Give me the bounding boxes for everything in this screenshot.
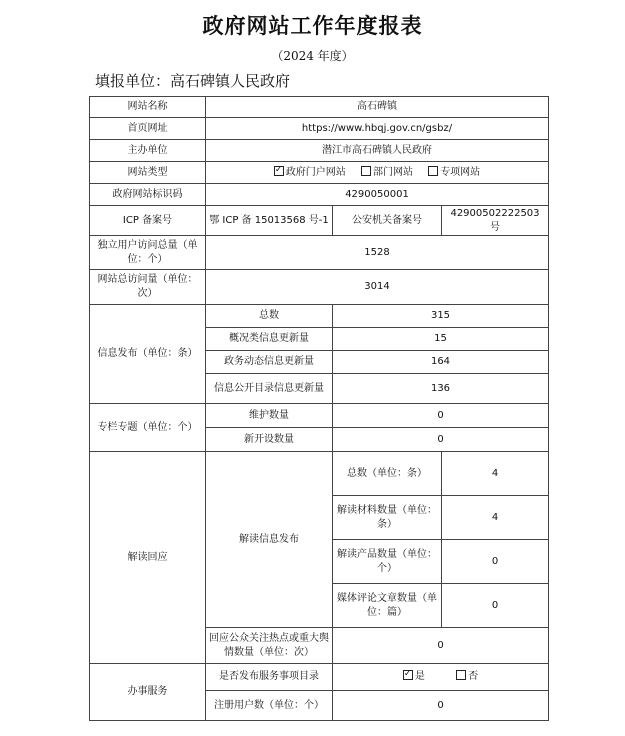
checked-box-icon	[274, 166, 284, 176]
interp-item-value: 4	[442, 496, 549, 540]
reporting-unit: 填报单位：高石碑镇人民政府	[95, 72, 291, 90]
registered-users-value: 0	[333, 691, 549, 721]
info-item-value: 15	[333, 328, 549, 351]
total-visits-label: 网站总访问量（单位：次）	[90, 270, 206, 305]
site-type-label: 网站类型	[90, 162, 206, 184]
icp-label: ICP 备案号	[90, 206, 206, 236]
home-url-value: https://www.hbqj.gov.cn/gsbz/	[206, 118, 549, 140]
site-type-option[interactable]: 专项网站	[428, 167, 480, 178]
site-type-options	[206, 162, 549, 184]
report-title: 政府网站工作年度报表	[202, 13, 423, 38]
table-row	[90, 140, 549, 162]
service-catalog-label: 是否发布服务事项目录	[206, 664, 333, 691]
info-release-label: 信息发布（单位：条）	[90, 305, 206, 404]
home-url-label: 首页网址	[90, 118, 206, 140]
columns-item-value: 0	[333, 428, 549, 452]
interp-item-label: 解读材料数量（单位：条）	[333, 496, 442, 540]
info-item-label: 概况类信息更新量	[206, 328, 333, 351]
table-row	[90, 270, 549, 305]
total-visits-value: 3014	[206, 270, 549, 305]
columns-item-label: 新开设数量	[206, 428, 333, 452]
checkbox-icon	[428, 166, 438, 176]
interpretation-sub-label: 解读信息发布	[206, 452, 333, 628]
info-item-label: 信息公开目录信息更新量	[206, 374, 333, 404]
interp-item-label: 总数（单位：条）	[333, 452, 442, 496]
table-row	[90, 206, 549, 236]
unique-visitors-value: 1528	[206, 236, 549, 270]
interp-item-label: 解读产品数量（单位：个）	[333, 540, 442, 584]
table-row	[90, 184, 549, 206]
unique-visitors-label: 独立用户访问总量（单位：个）	[90, 236, 206, 270]
table-row	[90, 305, 549, 328]
registered-users-label: 注册用户数（单位：个）	[206, 691, 333, 721]
info-item-value: 136	[333, 374, 549, 404]
site-name-value: 高石碑镇	[206, 97, 549, 118]
checkbox-icon	[456, 670, 466, 680]
police-value: 42900502222503 号	[442, 206, 549, 236]
services-label: 办事服务	[90, 664, 206, 721]
columns-item-label: 维护数量	[206, 404, 333, 428]
info-item-value: 315	[333, 305, 549, 328]
columns-label: 专栏专题（单位：个）	[90, 404, 206, 452]
hot-topics-label: 回应公众关注热点或重大舆情数量（单位：次）	[206, 628, 333, 664]
info-item-value: 164	[333, 351, 549, 374]
interp-item-value: 0	[442, 540, 549, 584]
service-catalog-options	[333, 664, 549, 691]
table-row	[90, 118, 549, 140]
site-id-value: 4290050001	[206, 184, 549, 206]
interp-item-label: 媒体评论文章数量（单位：篇）	[333, 584, 442, 628]
table-row	[90, 664, 549, 691]
interpretation-label: 解读回应	[90, 452, 206, 664]
site-name-label: 网站名称	[90, 97, 206, 118]
columns-item-value: 0	[333, 404, 549, 428]
table-row	[90, 162, 549, 184]
host-value: 潜江市高石碑镇人民政府	[206, 140, 549, 162]
icp-value: 鄂 ICP 备 15013568 号-1	[206, 206, 333, 236]
site-type-option[interactable]: 部门网站	[361, 167, 413, 178]
checkbox-icon	[361, 166, 371, 176]
report-year: （2024 年度）	[271, 49, 354, 63]
catalog-option-no[interactable]: 否	[456, 671, 478, 682]
table-row	[90, 404, 549, 428]
site-id-label: 政府网站标识码	[90, 184, 206, 206]
info-item-label: 总数	[206, 305, 333, 328]
checked-box-icon	[403, 670, 413, 680]
info-item-label: 政务动态信息更新量	[206, 351, 333, 374]
hot-topics-value: 0	[333, 628, 549, 664]
catalog-option-yes[interactable]: ✓ 是	[403, 671, 425, 682]
table-row	[90, 452, 549, 496]
host-label: 主办单位	[90, 140, 206, 162]
table-row	[90, 236, 549, 270]
report-table	[89, 96, 549, 721]
interp-item-value: 0	[442, 584, 549, 628]
interp-item-value: 4	[442, 452, 549, 496]
site-type-option[interactable]: ✓ 政府门户网站	[274, 167, 346, 178]
table-row	[90, 97, 549, 118]
police-label: 公安机关备案号	[333, 206, 442, 236]
